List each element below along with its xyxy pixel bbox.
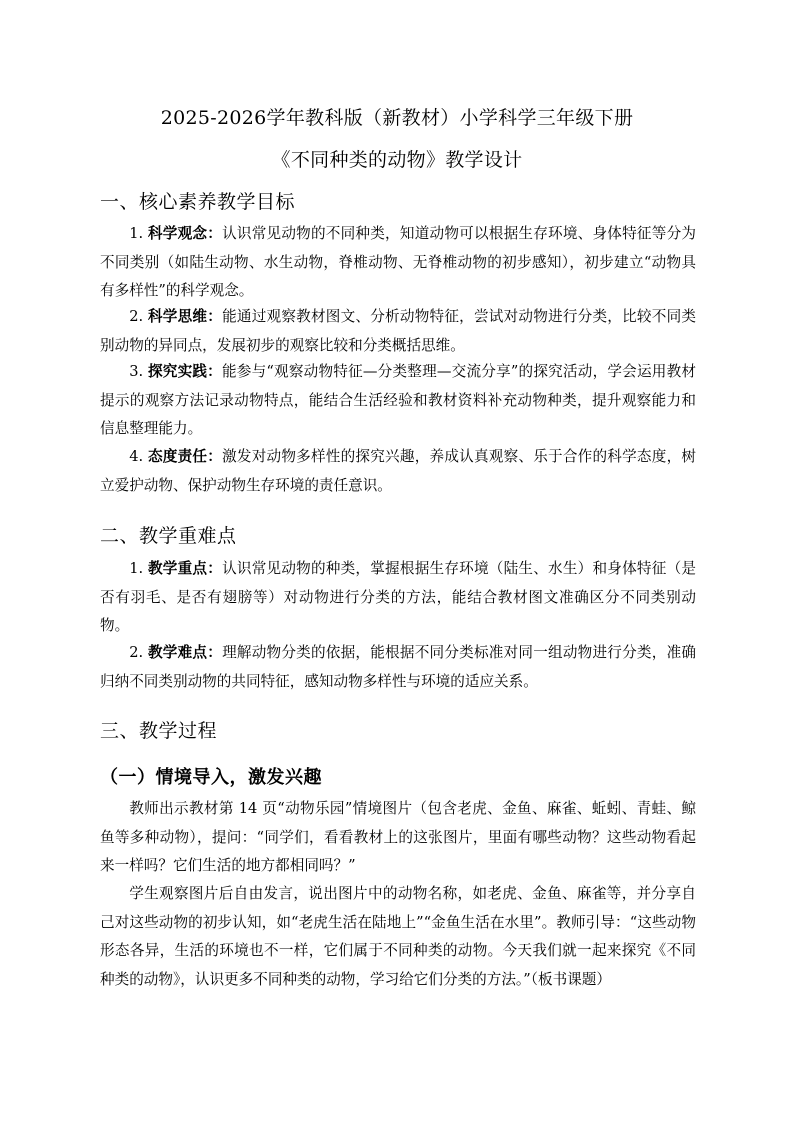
subsection-heading: （一）情境导入，激发兴趣 xyxy=(100,767,322,788)
objective-item-1 xyxy=(100,220,696,306)
item-label: 教学难点： xyxy=(147,644,223,661)
item-label: 科学思维： xyxy=(147,308,223,325)
item-label: 科学观念： xyxy=(147,225,223,242)
process-paragraph-1: 教师出示教材第 14 页“动物乐园”情境图片（包含老虎、金鱼、麻雀、蚯蚓、青蛙、鲸鱼等多种动物），提问：“同学们，看看教材上的这张图片，里面有哪些动物？这些动物看起来一样吗？它们生活的地方都相同吗？” xyxy=(100,800,696,874)
objective-item-2 xyxy=(100,303,696,360)
process-paragraph-2: 学生观察图片后自由发言，说出图片中的动物名称，如老虎、金鱼、麻雀等，并分享自己对这些动物的初步认知，如“老虎生活在陆地上”“金鱼生活在水里”。教师引导：“这些动物形态各异，生活的环境也不一样，它们属于不同种类的动物。今天我们就一起来探究《不同种类的动物》，认识更多不同种类的动物，学习给它们分类的方法。”（板书课题） xyxy=(100,885,696,988)
objective-item-3 xyxy=(100,358,696,444)
section2-heading: 二、教学重难点 xyxy=(100,525,237,547)
objective-item-4 xyxy=(100,443,696,500)
document-title-line1: 2025-2026学年教科版（新教材）小学科学三年级下册 xyxy=(160,107,634,129)
section1-heading: 一、核心素养教学目标 xyxy=(100,191,296,213)
item-text: 认识常见动物的不同种类，知道动物可以根据生存环境、身体特征等分为不同类别（如陆生动物、水生动物，脊椎动物、无脊椎动物的初步感知），初步建立“动物具有多样性”的科学观念。 xyxy=(100,225,696,299)
item-number: 1. xyxy=(129,560,148,577)
item-label: 教学重点： xyxy=(147,560,223,577)
document-title-line2: 《不同种类的动物》教学设计 xyxy=(271,149,523,171)
item-label: 探究实践： xyxy=(147,363,222,380)
item-number: 3. xyxy=(129,363,148,380)
item-text: 激发对动物多样性的探究兴趣，养成认真观察、乐于合作的科学态度，树立爱护动物、保护动物生存环境的责任意识。 xyxy=(100,448,696,494)
item-number: 1. xyxy=(129,225,148,242)
item-text: 认识常见动物的种类，掌握根据生存环境（陆生、水生）和身体特征（是否有羽毛、是否有翅膀等）对动物进行分类的方法，能结合教材图文准确区分不同类别动物。 xyxy=(100,560,696,634)
item-text: 理解动物分类的依据，能根据不同分类标准对同一组动物进行分类，准确归纳不同类别动物的共同特征，感知动物多样性与环境的适应关系。 xyxy=(100,644,696,690)
keypoint-item-2 xyxy=(100,639,696,696)
item-label: 态度责任： xyxy=(147,448,223,465)
item-number: 2. xyxy=(129,308,148,325)
item-text: 能通过观察教材图文、分析动物特征，尝试对动物进行分类，比较不同类别动物的异同点，发展初步的观察比较和分类概括思维。 xyxy=(100,308,696,354)
item-number: 4. xyxy=(129,448,148,465)
keypoint-item-1 xyxy=(100,555,696,641)
item-text: 能参与“观察动物特征—分类整理—交流分享”的探究活动，学会运用教材提示的观察方法记录动物特点，能结合生活经验和教材资料补充动物种类，提升观察能力和信息整理能力。 xyxy=(100,363,696,437)
section3-heading: 三、教学过程 xyxy=(100,720,218,742)
item-number: 2. xyxy=(129,644,148,661)
